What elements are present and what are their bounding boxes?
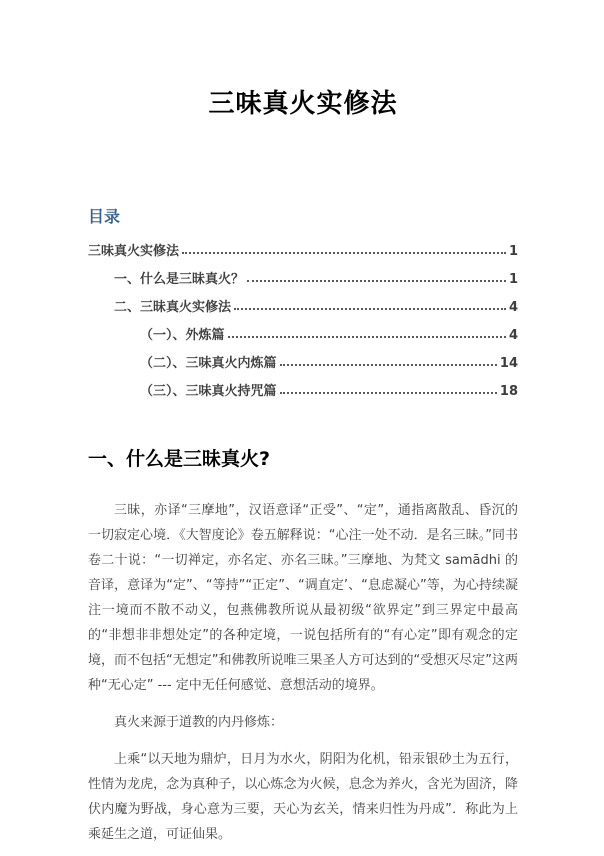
toc-entry-label: 一、什么是三昧真火？ <box>114 272 245 287</box>
toc-leader-dots <box>280 364 497 366</box>
toc-page-number: 4 <box>508 328 518 343</box>
body-paragraph: 真火来源于道教的内丹修炼： <box>114 715 284 730</box>
toc-heading: 目录 <box>88 207 121 226</box>
toc-page-number: 1 <box>508 272 518 287</box>
toc-entry[interactable] <box>88 232 518 260</box>
toc-leader-dots <box>228 336 506 338</box>
toc-entry-label: 三味真火实修法 <box>88 244 180 259</box>
toc-entry[interactable] <box>88 288 518 316</box>
toc-entry[interactable] <box>88 344 518 372</box>
table-of-contents <box>88 232 518 400</box>
toc-entry[interactable] <box>88 372 518 400</box>
toc-entry-label: （一）、外炼篇 <box>140 328 225 343</box>
body-paragraph: 三昧，亦译“三摩地”，汉语意译“正受”、“定”，通指离散乱、昏沉的一切寂定心境．《大智度论》卷五解释说：“心注一处不动．是名三昧。”同书卷二十说：“一切禅定，亦名定、亦名三昧。”三摩地、为梵文 samādhi 的音译，意译为“定”、“等持”“正定”、“调直定’、“息虑凝心”等，为心持续凝注一境而不散不动义，包燕佛教所说从最初级“欲界定”到三界定中最高的“非想非非想处定”的各种定境，一说包括所有的“有心定”即有观念的定境，而不包括“无想定”和佛教所说唯三果圣人方可达到的“受想灭尽定”这两种“无心定” --- 定中无任何感觉、意想活动的境界。 <box>88 503 518 693</box>
toc-page-number: 1 <box>508 244 518 259</box>
toc-entry-label: （二）、三味真火内炼篇 <box>140 356 277 371</box>
toc-leader-dots <box>234 308 506 310</box>
toc-entry-label: （三）、三味真火持咒篇 <box>140 384 277 399</box>
document-title: 三味真火实修法 <box>208 89 398 119</box>
toc-leader-dots <box>280 392 497 394</box>
toc-entry-label: 二、三昧真火实修法 <box>114 300 232 315</box>
toc-page-number: 18 <box>499 384 518 399</box>
toc-leader-dots <box>247 280 506 282</box>
toc-page-number: 4 <box>508 300 518 315</box>
body-paragraph: 上乘“以天地为鼎炉，日月为水火，阴阳为化机，铅汞银砂土为五行，性情为龙虎，念为真种子，以心炼念为火候，息念为养火，含光为固济，降伏内魔为野战，身心意为三要，天心为玄关，情来归性为丹成”．称此为上乘延生之道，可证仙果。 <box>88 752 518 842</box>
toc-entry[interactable] <box>88 260 518 288</box>
section-heading: 一、什么是三昧真火? <box>88 448 271 470</box>
toc-page-number: 14 <box>499 356 518 371</box>
toc-leader-dots <box>182 252 506 254</box>
toc-entry[interactable] <box>88 316 518 344</box>
